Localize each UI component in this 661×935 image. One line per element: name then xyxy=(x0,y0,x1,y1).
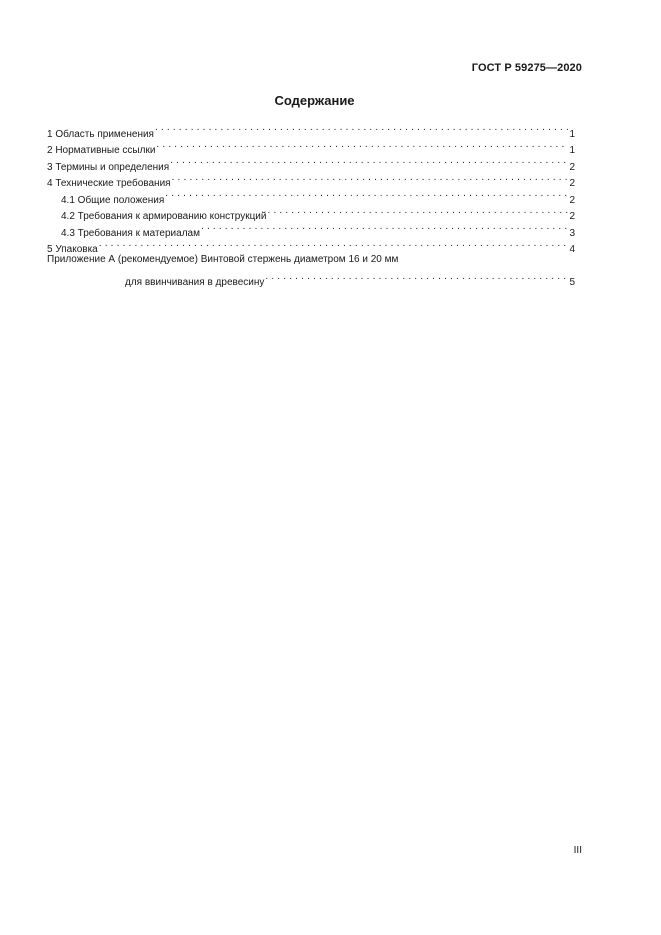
toc-leader-dots xyxy=(99,236,569,253)
toc-leader-dots xyxy=(201,219,568,236)
toc-entry-label: 4.2 Требования к армированию конструкций xyxy=(61,211,267,222)
toc-entry-label: 4.3 Требования к материалам xyxy=(61,227,200,239)
toc-leader-dots xyxy=(170,153,568,170)
toc-entry-page: 5 xyxy=(569,277,575,288)
document-header-id: ГОСТ Р 59275—2020 xyxy=(471,62,582,74)
toc-entry-label: 1 Область применения xyxy=(47,128,154,140)
toc-entry-page: 3 xyxy=(569,227,575,239)
toc-entry-page: 1 xyxy=(569,128,575,140)
toc-leader-dots xyxy=(172,170,569,187)
toc-leader-dots xyxy=(156,137,568,154)
toc-entry-page: 2 xyxy=(569,178,575,189)
toc-entry-page: 2 xyxy=(569,211,575,222)
toc-entry-label: 3 Термины и определения xyxy=(47,161,170,173)
toc-entry-page: 4 xyxy=(569,244,575,255)
toc-entry-scope[interactable] xyxy=(47,120,575,140)
toc-entry-page: 2 xyxy=(569,161,575,173)
toc-leader-dots xyxy=(155,120,568,137)
toc-entry-appendix-a-continued[interactable] xyxy=(47,269,575,286)
toc-entry-appendix-a[interactable] xyxy=(47,252,575,269)
toc-entry-label: 5 Упаковка xyxy=(47,244,98,255)
toc-title: Содержание xyxy=(274,93,355,108)
table-of-contents xyxy=(47,120,575,288)
toc-entry-label: Приложение А (рекомендуемое) Винтовой стержень диаметром 16 и 20 мм xyxy=(47,254,399,265)
toc-leader-dots xyxy=(265,269,568,286)
toc-leader-dots xyxy=(267,203,568,220)
page-number: III xyxy=(573,845,582,856)
toc-entry-label: 4 Технические требования xyxy=(47,178,171,189)
toc-entry-label: 2 Нормативные ссылки xyxy=(47,145,156,156)
toc-leader-dots xyxy=(165,186,568,203)
toc-entry-label: для ввинчивания в древесину xyxy=(125,277,265,288)
toc-entry-page: 2 xyxy=(569,194,575,206)
toc-entry-label: 4.1 Общие положения xyxy=(61,194,165,206)
toc-entry-packaging[interactable] xyxy=(47,236,575,253)
toc-entry-page: 1 xyxy=(569,145,575,156)
